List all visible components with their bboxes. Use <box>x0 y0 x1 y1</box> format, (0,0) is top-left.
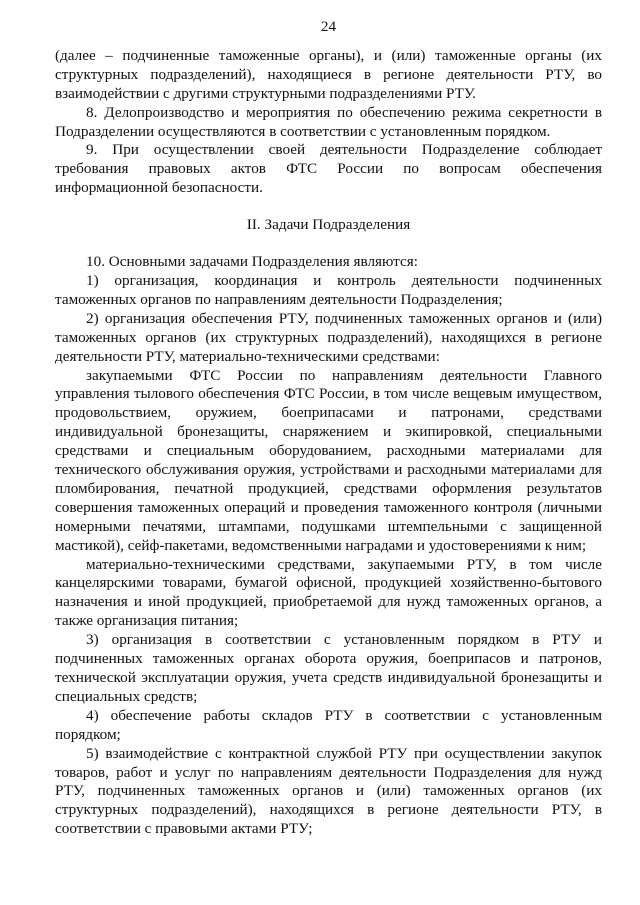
paragraph-item-10: 10. Основными задачами Подразделения являются: <box>86 253 418 271</box>
paragraph-subitem-4: 4) обеспечение работы складов РТУ в соответствии с установленным порядком; <box>55 706 602 743</box>
paragraph-subitem-5: 5) взаимодействие с контрактной службой РТУ при осуществлении закупок товаров, работ и услуг по направлениям деятельности Подразделения для нужд РТУ, подчиненных таможенных органов и (или) таможенных органов (их структурных подразделений), находящихся в регионе деятельности РТУ, в соответствии с правовыми актами РТУ; <box>55 744 602 838</box>
paragraph-item-8: 8. Делопроизводство и мероприятия по обеспечению режима секретности в Подразделении осуществляются в соответствии с установленным порядком. <box>55 103 602 140</box>
paragraph-subitem-3: 3) организация в соответствии с установленным порядком в РТУ и подчиненных таможенных органах оборота оружия, боеприпасов и патронов, технической эксплуатации оружия, учета средств индивидуальной бронезащиты и специальных средств; <box>55 631 602 705</box>
paragraph-subitem-2-a: закупаемыми ФТС России по направлениям деятельности Главного управления тылового обеспечения ФТС России, в том числе вещевым имуществом, продовольствием, оружием, боеприпасами и патронами, средствами индивидуальной бронезащиты, снаряжением и экипировкой, специальными средствами и специальным оборудованием, расходными материалами для технического обслуживания оружия, устройствами и расходными материалами для пломбирования, печатной продукцией, средствами оформления результатов совершения таможенных операций и проведения таможенного контроля (личными номерными печатями, штампами, подушками штемпельными с защищенной мастикой), сейф-пакетами, ведомственными наградами и удостоверениями к ним; <box>55 366 602 554</box>
document-page <box>55 18 602 839</box>
paragraph-subitem-1: 1) организация, координация и контроль деятельности подчиненных таможенных органов по направлениям деятельности Подразделения; <box>55 271 602 308</box>
page-number: 24 <box>320 18 337 35</box>
paragraph-subitem-2-b: материально-техническими средствами, закупаемыми РТУ, в том числе канцелярскими товарами, бумагой офисной, продукцией хозяйственно-бытового назначения и иной продукцией, приобретаемой для нужд таможенных органов, а также организация питания; <box>55 555 602 630</box>
paragraph-item-9: 9. При осуществлении своей деятельности Подразделение соблюдает требования правовых актов ФТС России по вопросам обеспечения информационной безопасности. <box>55 141 602 197</box>
paragraph-subitem-2: 2) организация обеспечения РТУ, подчиненных таможенных органов и (или) таможенных органов (их структурных подразделений), находящихся в регионе деятельности РТУ, материально-техническими средствами: <box>55 309 602 365</box>
paragraph-continuation: (далее – подчиненные таможенные органы), и (или) таможенные органы (их структурных подразделений), находящиеся в регионе деятельности РТУ, во взаимодействии с другими структурными подразделениями РТУ. <box>55 46 602 102</box>
section-heading: II. Задачи Подразделения <box>246 216 411 234</box>
